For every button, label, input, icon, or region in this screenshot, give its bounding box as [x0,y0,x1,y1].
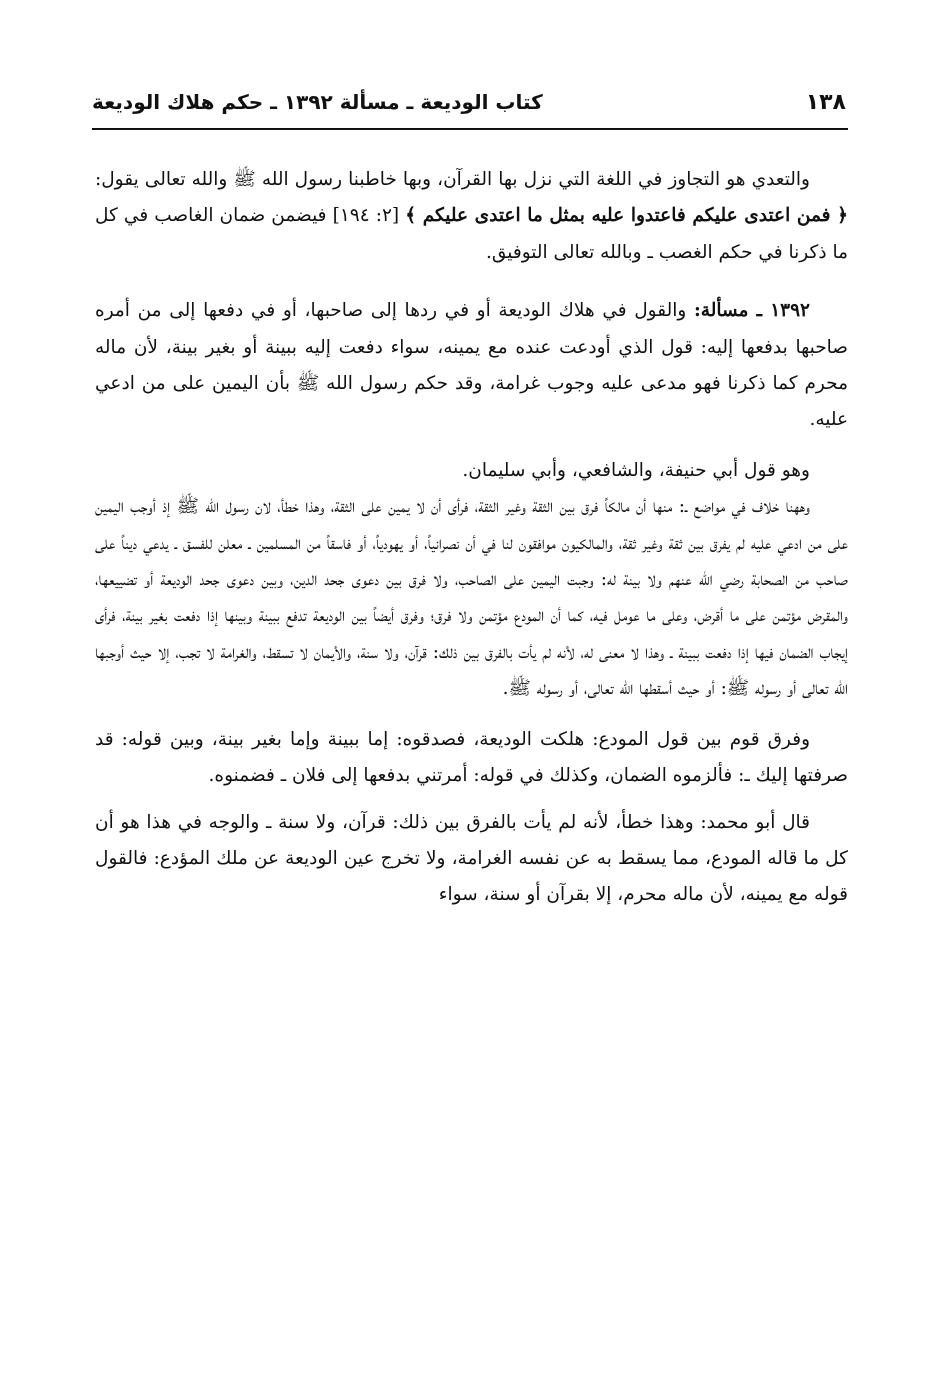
page-number: ١٣٨ [805,89,846,115]
running-title: كتاب الوديعة ـ مسألة ١٣٩٢ ـ حكم هلاك الوديعة [92,90,543,114]
issue-heading: ١٣٩٢ ـ مسألة: [693,300,810,322]
paragraph-disagreement: وههنا خلاف في مواضع ـ: منها أن مالكاً فرق بين الثقة وغير الثقة، فرأى أن لا يمين على الثقة، وهذا خطأ، لان رسول الله ﷺ إذ أوجب اليمين على من ادعي عليه لم يفرق بين ثقة وغير ثقة، والمالكيون موافقون لنا في أن نصرانياً، أو يهودياً، أو فاسقاً من المسلمين ـ معلن للفسق ـ يدعي ديناً على صاحب من الصحابة رضي الله عنهم ولا بينة له: وجبت اليمين على الصاحب، ولا فرق بين دعوى جحد الدين، وبين دعوى جحد الوديعة أو تضييعها، والمقرض مؤتمن على ما أقرض، وعلى ما عومل فيه، كما أن المودع مؤتمن ولا فرق؛ وفرق أيضاً بين الوديعة تدفع ببينة وبينها إذا دفعت بغير بينة، فرأى إيجاب الضمان فيها إذا دفعت ببينة ـ وهذا لا معنى له، لأنه لم يأت بالفرق بين ذلك: قرآن، ولا سنة، والأيمان لا تسقط، والغرامة لا تجب، إلا حيث أوجبها الله تعالى أو رسوله ﷺ: أو حيث أسقطها الله تعالى، أو رسوله ﷺ. [95,496,848,700]
running-header [92,82,846,122]
paragraph-text: والقول في هلاك الوديعة أو في ردها إلى صاحبها، أو في دفعها إلى من أمره صاحبها بدفعها إليه: قول الذي أودعت عنده مع يمينه، سواء دفعت إليه ببينة أو بغير بينة، لأن ماله محرم كما ذكرنا فهو مدعى عليه وجوب غرامة، وقد حكم رسول الله ﷺ بأن اليمين على من ادعي عليه. [95,300,848,431]
paragraph-text: والتعدي هو التجاوز في اللغة التي نزل بها القرآن، وبها خاطبنا رسول الله ﷺ والله تعالى يقول: [95,169,810,190]
paragraph-abu-muhammad: قال أبو محمد: وهذا خطأ، لأنه لم يأت بالفرق بين ذلك: قرآن، ولا سنة ـ والوجه في هذا هو أن كل ما قاله المودع، مما يسقط به عن نفسه الغرامة، ولا تخرج عين الوديعة عن ملك المؤدع: فالقول قوله مع يمينه، لأن ماله محرم، إلا بقرآن أو سنة، سواء [95,811,848,906]
paragraph-distinction: وفرق قوم بين قول المودع: هلكت الوديعة، فصدقوه: إما ببينة وإما بغير بينة، وبين قوله: قد صرفتها إليك ـ: فألزموه الضمان، وكذلك في قوله: أمرتني بدفعها إلى فلان ـ فضمنوه. [95,728,848,787]
header-rule [92,128,848,130]
paragraph-text: [٢: ١٩٤] فيضمن ضمان الغاصب في كل ما ذكرنا في حكم الغصب ـ وبالله تعالى التوفيق. [95,205,848,263]
paragraph-transgression [95,162,848,271]
body-text [95,162,848,914]
paragraph-scholars: وهو قول أبي حنيفة، والشافعي، وأبي سليمان. [462,459,810,481]
paragraph-issue-1392 [95,293,848,439]
quran-quote: ﴿ فمن اعتدى عليكم فاعتدوا عليه بمثل ما اعتدى عليكم ﴾ [405,205,848,227]
